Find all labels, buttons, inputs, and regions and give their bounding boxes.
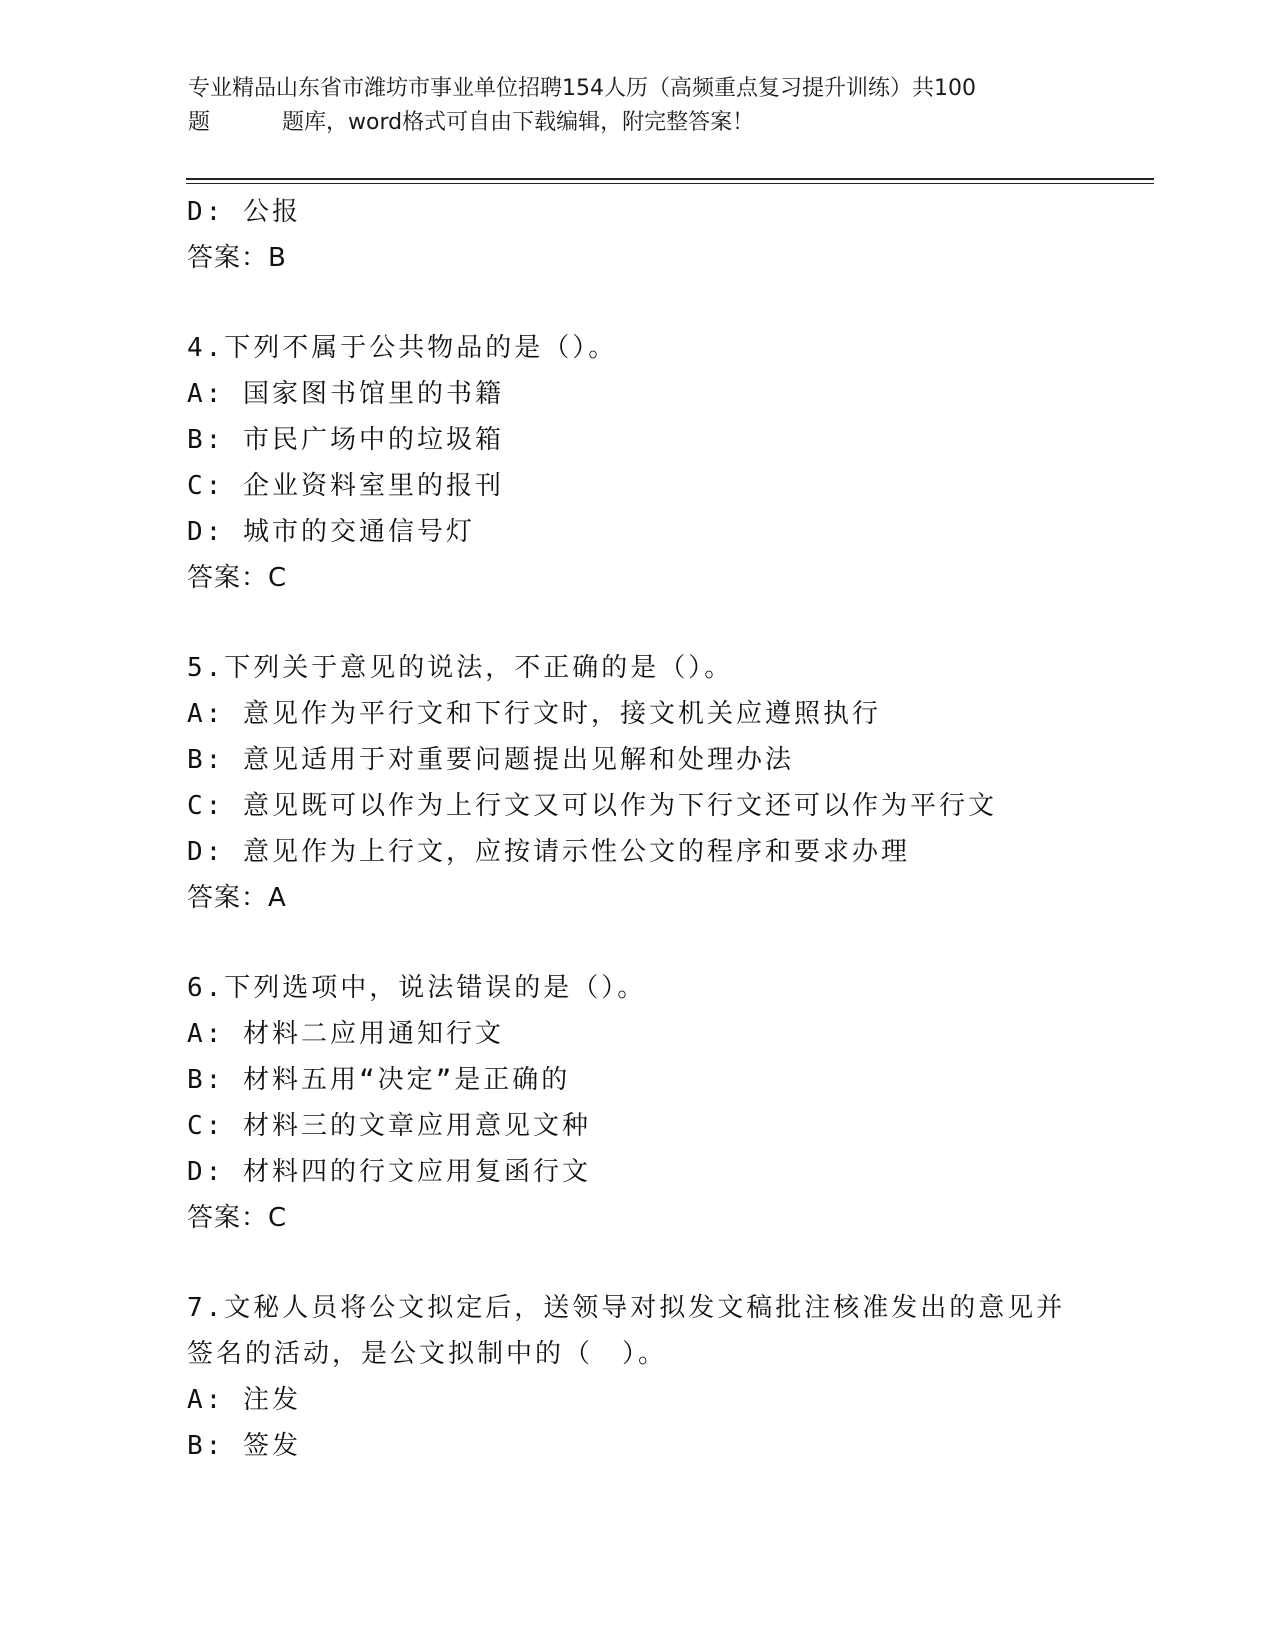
option-b: B: 市民广场中的垃圾箱 — [187, 425, 504, 455]
option-b: B: 意见适用于对重要问题提出见解和处理办法 — [187, 745, 794, 775]
question-6 — [187, 965, 1127, 1241]
option-a: A: 意见作为平行文和下行文时，接文机关应遵照执行 — [187, 699, 881, 729]
option-a: A: 国家图书馆里的书籍 — [187, 379, 504, 409]
option-b: B: 材料五用“决定”是正确的 — [187, 1065, 571, 1095]
option-c: C: 意见既可以作为上行文又可以作为下行文还可以作为平行文 — [187, 791, 997, 821]
question-7 — [187, 1285, 1127, 1469]
question-list — [187, 189, 1127, 1469]
header-rule-thick — [186, 178, 1154, 180]
option-c: C: 企业资料室里的报刊 — [187, 471, 504, 501]
prev-question-option-d: D: 公报 — [187, 197, 301, 227]
question-stem: 6.下列选项中，说法错误的是（）。 — [187, 973, 647, 1003]
spacer — [187, 281, 1127, 325]
header-line2-tail: 题库，word格式可自由下载编辑，附完整答案！ — [282, 110, 755, 135]
header-title-line2 — [188, 106, 1088, 140]
page-header — [188, 72, 1088, 140]
question-5 — [187, 645, 1127, 921]
spacer — [187, 601, 1127, 645]
question-stem-line1: 7.文秘人员将公文拟定后，送领导对拟发文稿批注核准发出的意见并 — [187, 1293, 1066, 1323]
question-stem-line2: 签名的活动，是公文拟制中的（ ）。 — [187, 1339, 668, 1369]
header-line2-head: 题 — [188, 110, 211, 135]
option-c: C: 材料三的文章应用意见文种 — [187, 1111, 591, 1141]
question-answer: 答案：A — [187, 883, 287, 913]
option-a: A: 注发 — [187, 1385, 301, 1415]
question-stem: 5.下列关于意见的说法，不正确的是（）。 — [187, 653, 734, 683]
option-a: A: 材料二应用通知行文 — [187, 1019, 504, 1049]
header-rule-thin — [186, 183, 1154, 184]
question-stem: 4.下列不属于公共物品的是（）。 — [187, 333, 618, 363]
option-d: D: 材料四的行文应用复函行文 — [187, 1157, 591, 1187]
header-title-line1: 专业精品山东省市潍坊市事业单位招聘154人历（高频重点复习提升训练）共100 — [188, 76, 976, 101]
spacer — [187, 921, 1127, 965]
question-4 — [187, 325, 1127, 601]
prev-question-answer: 答案：B — [187, 243, 287, 273]
question-answer: 答案：C — [187, 1203, 288, 1233]
option-b: B: 签发 — [187, 1431, 301, 1461]
option-d: D: 意见作为上行文，应按请示性公文的程序和要求办理 — [187, 837, 910, 867]
question-answer: 答案：C — [187, 563, 288, 593]
spacer — [187, 1241, 1127, 1285]
option-d: D: 城市的交通信号灯 — [187, 517, 475, 547]
